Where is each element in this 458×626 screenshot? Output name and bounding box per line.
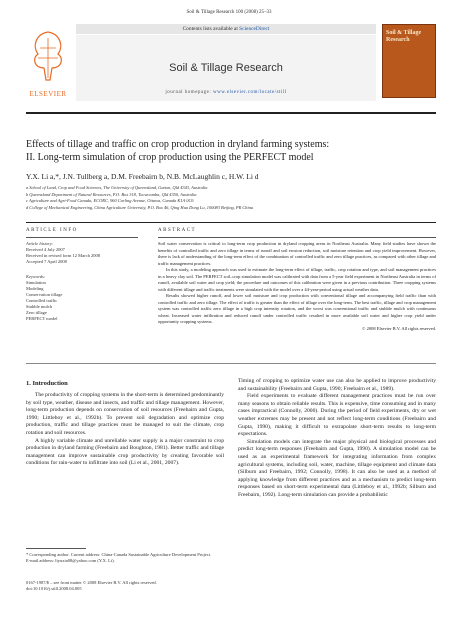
keyword: Controlled traffic	[26, 298, 58, 303]
author-list: Y.X. Li a,*, J.N. Tullberg a, D.M. Freebairn b, N.B. McLaughlin c, H.W. Li d	[26, 172, 259, 181]
article-info-rule	[26, 237, 138, 238]
front-matter	[26, 580, 224, 592]
footnote-rule	[26, 548, 86, 549]
body-paragraph: Field experiments to evaluate different management practices must be run over many seasons to obtain reliable results. This is expensive, time consuming and in many cases impractical (Connolly, 2000). During the period of field experiments, dry or wet weather extremes may be present and not reflect long-term conditions (Freebairn and Gupta, 1990), making it difficult to extrapolate short-term results to long-term expectations.	[238, 393, 436, 438]
abstract-paragraph: In this study, a modeling approach was used to estimate the long-term effect of tillage, traffic, crop rotation and type, and soil management practices in a heavy clay soil. The PERFECT soil–crop simulation model was calibrated with data from a 5-year field experiment in Northeast Australia in terms of runoff, available soil water and crop yield; the procedure and outcomes of this calibration were given in a previous contribution. Three cropping systems with different tillage and traffic treatments were simulated with the model over a 44-year-period using actual weather data.	[158, 267, 436, 292]
keyword: Conservation tillage	[26, 292, 63, 297]
title-line-1: Effects of tillage and traffic on crop production in dryland farming systems:	[26, 139, 330, 150]
affiliations	[26, 185, 436, 211]
keyword: Zero tillage	[26, 310, 47, 315]
revised-date: Received in revised form 12 March 2008	[26, 253, 100, 258]
homepage-prefix: journal homepage:	[165, 90, 213, 95]
abstract-rule	[158, 237, 436, 238]
affiliation-b: b Queensland Department of Natural Resources, P.O. Box 318, Toowoomba, Qld 4350, Australia	[26, 191, 197, 197]
abstract-paragraph: Soil water conservation is critical to long-term crop production in dryland cropping areas in Northeast Australia. Many field studies have shown the benefits of controlled traffic and zero tillage in terms of runoff and soil erosion reduction, soil moisture retention and crop yield improvement. However, there is lack of understanding of the long-term effect of the combination of controlled traffic and zero tillage practices, as compared with other tillage and traffic management practices.	[158, 241, 436, 266]
affiliation-d: d College of Mechanical Engineering, China Agriculture University, P.O. Box 46, Qing Hua Dong Lu, 100083 Beijing, PR China	[26, 204, 254, 210]
journal-homepage	[76, 90, 376, 95]
front-matter-line: 0167-1987/$ – see front matter © 2008 Elsevier B.V. All rights reserved.	[26, 580, 157, 585]
sciencedirect-link[interactable]: ScienceDirect	[239, 26, 270, 32]
affiliation-a: a School of Land, Crop and Food Sciences, The University of Queensland, Gatton, Qld 4343, Australia	[26, 185, 208, 190]
email-note: E-mail address: liyuxia08@yahoo.com (Y.X. Li).	[26, 558, 115, 563]
elsevier-tree-logo-icon	[26, 24, 70, 84]
article-title	[26, 138, 436, 164]
footnote	[26, 552, 224, 564]
keyword: Modeling	[26, 286, 44, 291]
affiliation-c: c Agriculture and Agri-Food Canada, ECORC, 960 Carling Avenue, Ottawa, Canada K1A 0C6	[26, 198, 194, 203]
abstract-paragraph: Results showed higher runoff, and lower soil moisture and crop production with conventional tillage and accompanying field traffic than with controlled traffic and zero tillage. The effect of traffic is greater than the effect of tillage over the long-term. The best traffic, tillage and crop management system was controlled traffic zero tillage in a high crop intensity rotation, and the worst was conventional traffic and stubble mulch with continuous wheat. Increased water infiltration and reduced runoff under controlled traffic resulted in more available soil water and higher crop yield under opportunity cropping systems.	[158, 293, 436, 324]
homepage-url[interactable]: www.elsevier.com/locate/still	[213, 90, 287, 95]
doi-line[interactable]: doi:10.1016/j.still.2008.04.005	[26, 586, 82, 591]
contents-prefix: Contents lists available at	[182, 26, 240, 32]
body-column-left	[26, 392, 224, 468]
abstract-text	[158, 241, 436, 332]
cover-title: Soil & Tillage Research	[386, 30, 422, 43]
keyword: Simulation	[26, 280, 46, 285]
abstract-copyright: © 2008 Elsevier B.V. All rights reserved.	[362, 325, 436, 331]
contents-bar	[76, 24, 376, 34]
section-divider	[26, 222, 436, 223]
keywords-label: Keywords:	[26, 274, 46, 279]
article-info	[26, 241, 138, 322]
body-column-right	[238, 378, 436, 500]
keyword: Stubble mulch	[26, 304, 53, 309]
journal-title: Soil & Tillage Research	[169, 62, 283, 74]
keyword: PERFECT model	[26, 316, 58, 321]
body-paragraph: Timing of cropping to optimize water use can also be applied to improve productivity and sustainability (Freebairn and Gupta, 1990; Freebairn et al., 1989).	[238, 378, 436, 392]
introduction-heading: 1. Introduction	[26, 380, 68, 387]
abstract-heading: ABSTRACT	[158, 228, 197, 233]
corresponding-author-note: * Corresponding author. Current address: China-Canada Sustainable Agriculture Development Project.	[26, 552, 212, 557]
history-label: Article history:	[26, 241, 54, 246]
journal-reference: Soil & Tillage Research 100 (2008) 25–33	[186, 10, 272, 15]
header-divider	[26, 112, 436, 114]
accepted-date: Accepted 7 April 2008	[26, 259, 67, 264]
publisher-name: ELSEVIER	[29, 90, 67, 98]
title-line-2: II. Long-term simulation of crop production using the PERFECT model	[26, 152, 314, 163]
body-paragraph: A highly variable climate and unreliable water supply is a major constraint to crop production in dryland farming (Freebairn and Boughton, 1981). Better traffic and tillage management can improve sustainable crop productivity by creating favorable soil conditions for rain-water to infiltrate into soil (Li et al., 2001, 2007).	[26, 437, 224, 467]
article-info-heading: ARTICLE INFO	[26, 228, 78, 233]
body-paragraph: The productivity of cropping systems in the short-term is determined predominantly by soil type, weather, disease and insects, and traffic and tillage management. However, long-term production depends on conservation of soil resources (Freebairn and Gupta, 1990; Littleboy et al., 1992b). To prevent soil degradation and optimize crop production, traffic and tillage practices must be managed to suit the climate, crop rotation and soil resources.	[26, 392, 224, 436]
body-paragraph: Simulation models can integrate the major physical and biological processes and predict long-term responses (Freebairn and Gupta, 1990). A simulation model can be used as an experimental framework for integrating information from complex agricultural systems, including soil, water, machine, tillage equipment and climate data (Silburn and Freebairn, 1992; Connolly, 1998). It can also be used as a method of applying knowledge from different practices and as a mechanism to predict long-term responses based on short-term experimental data (Littleboy et al., 1992b; Silburn and Freebairn, 1992). Long-term simulation can provide a probabilistic	[238, 438, 436, 498]
received-date: Received 4 July 2007	[26, 247, 65, 252]
body-divider	[26, 363, 436, 364]
